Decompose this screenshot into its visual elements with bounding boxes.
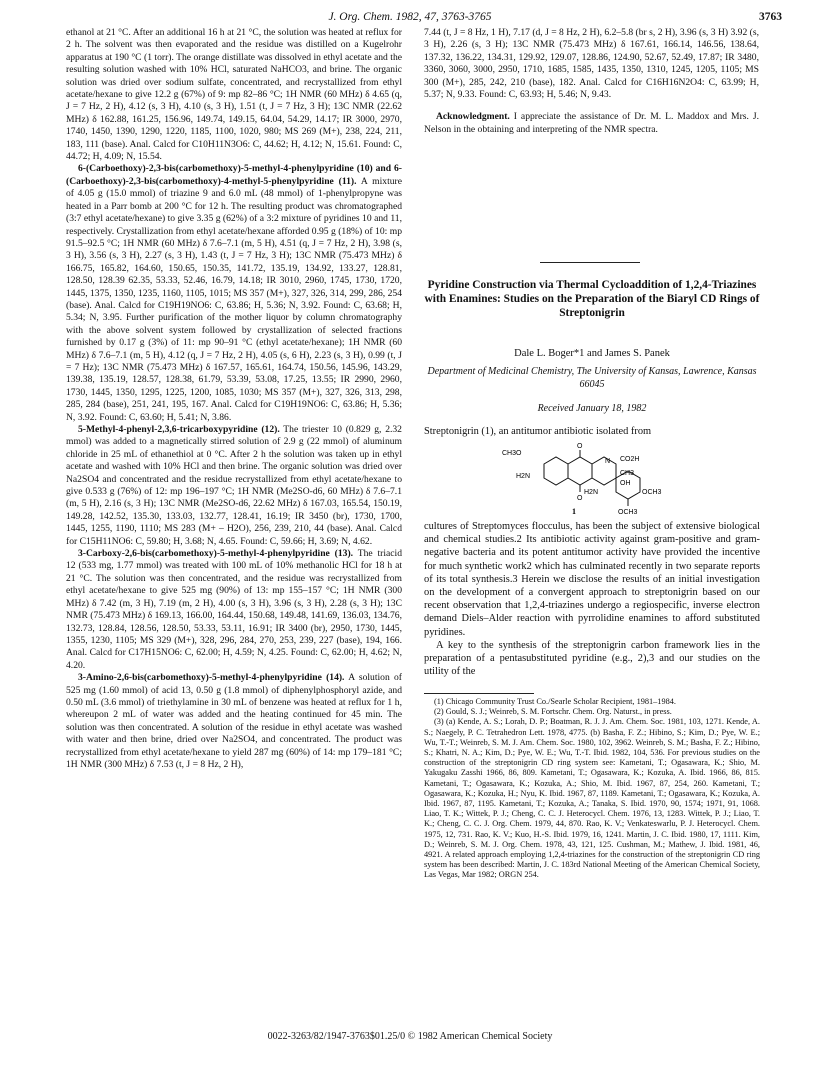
structure-label: H2N [516, 473, 531, 480]
paragraph: ethanol at 21 °C. After an additional 16 h at 21 °C, the solution was heated at reflux for 2 h. The solvent was then evaporated and the residue was distilled on a Kugelrohr apparatus at 190 °C (1 torr). The orange distillate was dissolved in ethyl acetate and the resulting solution washed with 10% HCl, saturated NaHCO3, and brine. The organic solution was dried over sodium sulfate, concentrated, and recrystallized from ethyl acetate/hexane to give 12.2 g (67%) of 9: mp 82–86 °C; 1H NMR (60 MHz) δ 4.65 (q, J = 7 Hz, 2 H), 4.12 (s, 3 H), 4.10 (s, 3 H), 1.51 (t, J = 7 Hz, 3 H); 13C NMR (22.62 MHz) δ 162.88, 161.25, 156.96, 149.74, 149.15, 64.04, 54.29, 14.17; IR 3000, 2970, 1740, 1450, 1390, 1290, 1220, 1185, 1100, 1020, 980; MS 269 (M+), 238, 224, 211, 183, 111 (base). Anal. Calcd for C10H11N3O6: C, 44.62; H, 4.12; N, 15.61. Found: C, 44.72; H, 4.09; N, 15.54. [66, 27, 402, 163]
acknowledgment-heading: Acknowledgment. [436, 111, 510, 123]
article-authors: Dale L. Boger*1 and James S. Panek [514, 348, 670, 359]
structure-label: O [577, 443, 583, 450]
article-affiliation: Department of Medicinal Chemistry, The University of Kansas, Lawrence, Kansas 66045 [427, 366, 757, 390]
running-header: J. Org. Chem. 1982, 47, 3763-3765 [328, 11, 492, 23]
paragraph: cultures of Streptomyces flocculus, has been the subject of extensive biological and chemical studies.2 Its antibiotic activity against gram-positive and gram-negative bacteria and its potent antitumor activity have provided the incentive for much synthetic work2 which has culminated recently in two separate reports of its total synthesis.3 Herein we disclose the results of an initial investigation on the development of a convergent approach to streptonigrin based on our recent observation that 1,2,4-triazines undergo a regiospecific, inverse electron demand Diels–Alder reaction with pyrrolidine enamines to afford substituted pyridines. [424, 521, 760, 638]
right-column-top [424, 27, 759, 136]
footnote: (1) Chicago Community Trust Co./Searle Scholar Recipient, 1981–1984. [434, 697, 676, 706]
structure-label: CH3 [620, 470, 635, 477]
paragraph: 3-Carboxy-2,6-bis(carbomethoxy)-5-methyl-4-phenylpyridine (13). The triacid 12 (533 mg, 1.77 mmol) was treated with 100 mL of 10% methanolic HCl for 18 h at 21 °C. The solution was then concentrated, and the residue was recrystallized from ethyl acetate/hexane to give 525 mg (90%) of 13: mp 155–157 °C; 1H NMR (300 MHz) δ 7.42 (m, 3 H), 7.19 (m, 2 H), 4.00 (s, 3 H), 3.96 (s, 3 H), 2.28 (s, 3 H); 13C NMR (75.473 MHz) δ 169.13, 166.00, 164.44, 150.68, 149.48, 141.69, 136.03, 134.76, 132.73, 128.84, 128.56, 128.50, 53.33, 53.11, 16.91; IR 3400 (br), 2950, 1730, 1445, 1355, 1230, 1105; MS 329 (M+), 328, 296, 284, 270, 253, 239, 227 (base), 194, 166. Anal. Calcd for C17H15NO6: C, 62.00; H, 4.59; N, 4.25. Found: C, 62.00; H, 4.62; N, 4.20. [66, 548, 402, 671]
acknowledgment: Acknowledgment. I appreciate the assistance of Dr. M. L. Maddox and Mrs. J. Nelson in the obtaining and interpreting of the NMR spectra. [424, 111, 759, 135]
structure-label: O [577, 495, 583, 502]
streptonigrin-structure [500, 440, 700, 520]
structure-label: OCH3 [618, 509, 638, 516]
article-title: Pyridine Construction via Thermal Cycloaddition of 1,2,4-Triazines with Enamines: Studies on the Preparation of the Biaryl CD Rings of Streptonigrin [424, 279, 760, 319]
structure-label: CO2H [620, 456, 640, 463]
paragraph: 6-(Carboethoxy)-2,3-bis(carbomethoxy)-5-methyl-4-phenylpyridine (10) and 6-(Carboethoxy)-2,3-bis(carbomethoxy)-4-methyl-5-phenylpyridine (11). A mixture of 4.05 g (15.0 mmol) of triazine 9 and 6.0 mL (48 mmol) of 1-phenylpropyne was heated in a Parr bomb at 200 °C for 12 h. The resulting product was chromatographed (3:7 ethyl acetate/hexane) to give 3.35 g (62%) of a 3:2 mixture of pyridines 10 and 11, respectively. Crystallization from ethyl acetate/hexane afforded 0.95 g (18%) of 10: mp 91.5–92.5 °C; 1H NMR (60 MHz) δ 7.6–7.1 (m, 5 H), 4.51 (q, J = 7 Hz, 2 H), 3.98 (s, 3 H), 3.56 (s, 3 H), 2.27 (s, 3 H), 1.43 (t, J = 7 Hz, 3 H); 13C NMR (75.473 MHz) δ 166.75, 165.82, 164.60, 150.65, 150.35, 141.72, 135.19, 134.92, 133.27, 128.81, 128.50, 128.39 62.35, 53.33, 52.46, 16.79, 14.18; IR 3010, 2960, 1745, 1730, 1720, 1445, 1375, 1350, 1235, 1160, 1105, 1015; MS 357 (M+), 327, 326, 314, 299, 286, 254 (base). Anal. Calcd for C19H19NO6: C, 63.86; H, 5.36; N, 3.92. Found: C, 63.68; H, 5.34; N, 3.95. Further purification of the mother liquor by column chromatography with the above solvent system followed by crystallization of selected fractions furnished by 0.17 g (3%) of 11: mp 90–91 °C (ethyl acetate/hexane); 1H NMR (60 MHz) δ 7.6–7.1 (m, 5 H), 4.12 (q, J = 7 Hz, 2 H), 4.05 (s, 6 H), 2.23 (s, 3 H), 0.99 (t, J = 7 Hz); 13C NMR (75.473 MHz) δ 167.57, 165.61, 164.74, 150.56, 145.96, 143.29, 139.38, 135.19, 128.57, 128.38, 61.79, 53.39, 53.08, 17.25, 13.55; IR 2990, 2960, 1730, 1445, 1350, 1295, 1225, 1200, 1085, 1030; MS 357 (M+), 327, 326, 313, 298, 285, 284 (base), 251, 241, 195, 167. Anal. Calcd for C19H19NO6: C, 63.86; H, 5.36; N, 3.92. Found: C, 63.60; H, 5.41; N, 3.86. [66, 163, 402, 423]
paragraph: 7.44 (t, J = 8 Hz, 1 H), 7.17 (d, J = 8 Hz, 2 H), 6.2–5.8 (br s, 2 H), 3.96 (s, 3 H) 3.92 (s, 3 H), 2.26 (s, 3 H); 13C NMR (75.473 MHz) δ 167.61, 166.14, 146.56, 138.64, 137.32, 136.22, 134.31, 129.92, 129.07, 128.86, 124.90, 52.67, 52.49, 17.87; IR 3480, 3360, 3060, 3000, 2950, 1710, 1685, 1585, 1435, 1350, 1310, 1245, 1205, 1105; MS 300 (M+), 285, 242, 210 (base), 182. Anal. Calcd for C16H16N2O4: C, 63.99; H, 5.37; N, 9.33. Found: C, 63.93; H, 5.46; N, 9.43. [424, 27, 759, 101]
paragraph: 3-Amino-2,6-bis(carbomethoxy)-5-methyl-4-phenylpyridine (14). A solution of 525 mg (1.60 mmol) of acid 13, 0.50 g (1.8 mmol) of diphenylphosphoryl azide, and 0.50 mL (3.6 mmol) of triethylamine in 30 mL of benzene was heated at reflux for 1 h, whereupon 2 mL of water was added and the heating continued for 45 min. The solution was then concentrated. A solution of the residue in ethyl acetate was washed with water and then brine, dried over Na2SO4, and concentrated. The product was recrystallized from ethyl acetate/hexane to yield 287 mg (60%) of 14: mp 179–181 °C; 1H NMR (300 MHz) δ 7.53 (t, J = 8 Hz, 2 H), [66, 672, 402, 770]
footnote-rule [424, 693, 534, 694]
structure-label: OCH3 [642, 489, 662, 496]
paragraph: A key to the synthesis of the streptonigrin carbon framework lies in the preparation of a pentasubstituted pyridine (e.g., 2),3 and our studies on the utility of the [424, 639, 760, 678]
left-column [66, 27, 402, 771]
compound-heading: 3-Amino-2,6-bis(carbomethoxy)-5-methyl-4-phenylpyridine (14). [78, 672, 345, 684]
footnote: (2) Gould, S. J.; Weinreb, S. M. Fortschr. Chem. Org. Naturst., in press. [434, 707, 672, 717]
compound-heading: 6-(Carboethoxy)-2,3-bis(carbomethoxy)-5-methyl-4-phenylpyridine (10) and 6-(Carboethoxy)-2,3-bis(carbomethoxy)-4-methyl-5-phenylpyridine (11). [66, 163, 402, 187]
page-number: 3763 [759, 11, 782, 23]
structure-label: CH3O [502, 450, 522, 457]
footnotes [424, 697, 760, 881]
structure-label: H2N [584, 489, 599, 496]
section-divider [540, 262, 640, 263]
compound-heading: 5-Methyl-4-phenyl-2,3,6-tricarboxypyridine (12). [78, 424, 280, 435]
received-date: Received January 18, 1982 [537, 403, 647, 414]
intro-line: Streptonigrin (1), an antitumor antibiotic isolated from [424, 426, 652, 437]
compound-heading: 3-Carboxy-2,6-bis(carbomethoxy)-5-methyl-4-phenylpyridine (13). [78, 548, 354, 560]
footnote: (3) (a) Kende, A. S.; Lorah, D. P.; Boatman, R. J. J. Am. Chem. Soc. 1981, 103, 1271. Kende, A. S.; Naegely, P. C. Tetrahedron Lett. 1978, 4775. (b) Basha, F. Z.; Hibino, S.; Kim, D.; Pye, W. E.; Wu, T.-T.; Weinreb, S. M. J. Am. Chem. Soc. 1980, 102, 3962. Weinreb, S. M.; Basha, F. Z.; Hibino, S.; Khatri, N. A.; Kim, D.; Pye, W. E.; Wu, T.-T. Ibid. 1982, 104, 536. For previous studies on the construction of the streptonigrin CD ring system see: Kametani, T.; Ogasawara, K.; Shio, M. Yakugaku Zasshi 1966, 86, 809. Kametani, T.; Ogasawara, K.; Kozuka, A. Ibid. 1966, 86, 815. Kametani, T.; Ogasawara, K.; Kozuka, A.; Shio, M. Ibid. 1967, 87, 254, 260. Kametani, T.; Ogasawara, K.; Kozuka, H.; Nyu, K. Ibid. 1967, 87, 1189. Kametani, T.; Ogasawara, K.; Kozuka, A. Ibid. 1967, 87, 1195. Kametani, T.; Kozuka, A.; Tanaka, S. Ibid. 1970, 90, 1574; 1971, 91, 1068. Liao, T. K.; Wittek, P. J.; Cheng, C. C. J. Heterocycl. Chem. 1976, 13, 1283. Wittek, P. J.; Liao, T. K.; Cheng, C. C. J. Org. Chem. 1979, 44, 870. Rao, K. V.; Venkateswarlu, P. J. Heterocycl. Chem. 1975, 12, 731. Rao, K. V.; Kuo, H.-S. Ibid. 1979, 16, 1241. Martin, J. C. Ibid. 1980, 17, 1111. Kim, D.; Weinreb, S. M. J. Org. Chem. 1978, 43, 121, 125. Cushman, M.; Mathew, J. Ibid. 1981, 46, 4921. A related approach employing 1,2,4-triazines for the construction of the streptonigrin CD ring system has been described: Martin, J. C. 183rd National Meeting of the American Chemical Society, Las Vegas, Mar 1982; ORGN 254. [424, 717, 760, 880]
structure-label: N [605, 458, 611, 465]
structure-label: OH [620, 480, 631, 487]
article-body [424, 520, 760, 678]
compound-number: 1 [572, 507, 576, 516]
page-footer: 0022-3263/82/1947-3763$01.25/0 © 1982 American Chemical Society [267, 1031, 553, 1042]
paragraph: 5-Methyl-4-phenyl-2,3,6-tricarboxypyridine (12). The triester 10 (0.829 g, 2.32 mmol) was added to a magnetically stirred solution of 2.9 g (22 mmol) of aluminum chloride in 25 mL of ethanethiol at 0 °C. After 2 h the solution was taken up in ethyl acetate and washed with 10% HCl and then brine. The organic solution was dried over Na2SO4 and concentrated and the residue recrystallized from ethyl acetate/hexane to give 0.533 g (76%) of 12: mp 196–197 °C; 1H NMR (Me2SO-d6, 60 MHz) δ 7.6–7.1 (m, 5 H), 2.16 (s, 3 H); 13C NMR (Me2SO-d6, 22.62 MHz) δ 167.03, 165.54, 150.19, 149.28, 142.52, 135.30, 133.03, 132.77, 128.41, 16.19; IR 3450 (br), 1730, 1700, 1445, 1255, 1190, 1110; MS 283 (M+ – H2O), 256, 239, 210, 44 (base). Anal. Calcd for C15H11NO6: C, 59.80; H, 3.68; N, 4.65. Found: C, 59.66; H, 3.69; N, 4.62. [66, 424, 402, 547]
